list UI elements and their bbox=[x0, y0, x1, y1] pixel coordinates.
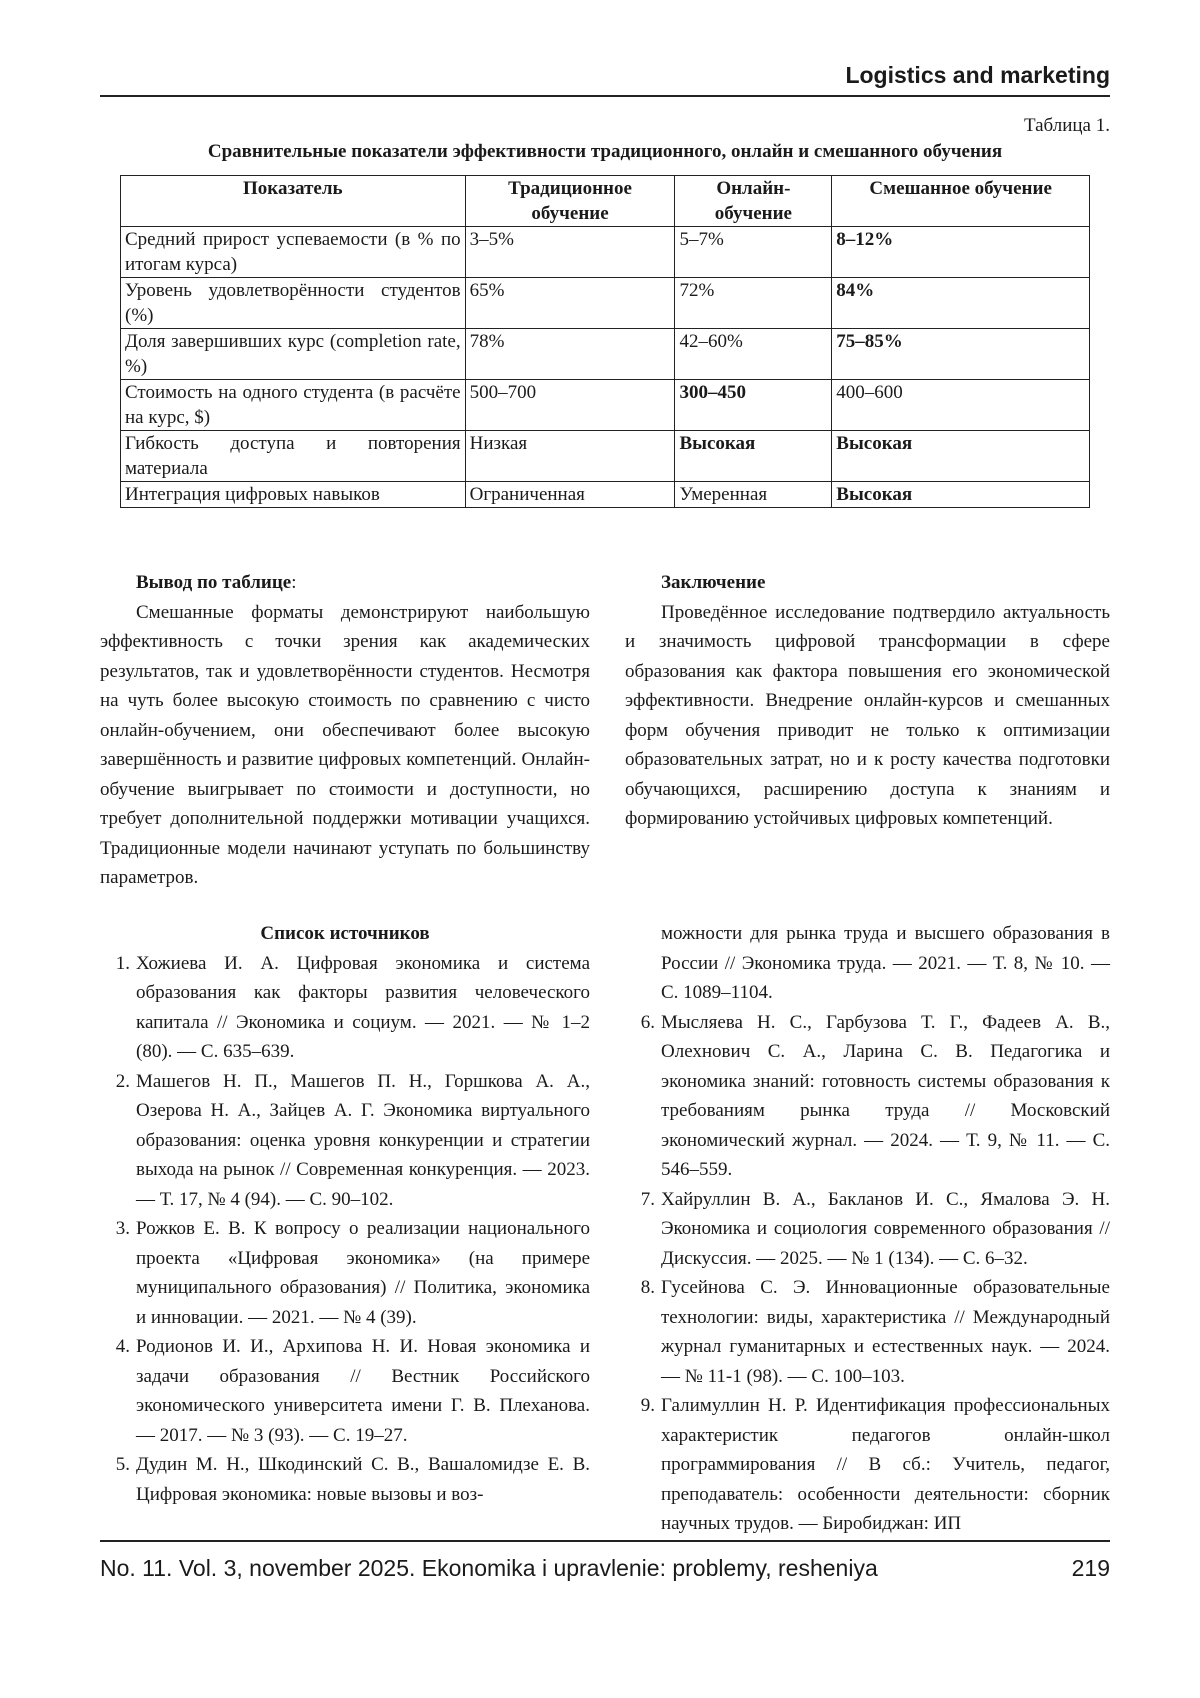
reference-text: Машегов Н. П., Машегов П. Н., Горшкова А. А., Озерова Н. А., Зайцев А. Г. Экономика виртуального образования: оценка уровня конкуренции и стратегии выхода на рынок // Современная конкуренция. — 2023. — Т. 17, № 4 (94). — С. 90–102. bbox=[136, 1070, 590, 1210]
reference-text: Гусейнова С. Э. Инновационные образовательные технологии: виды, характеристика // Международный журнал гуманитарных и естественных наук. — 2024. — № 11-1 (98). — С. 100–103. bbox=[661, 1277, 1110, 1387]
reference-text: Хожиева И. А. Цифровая экономика и система образования как факторы развития человеческого капитала // Экономика и социум. — 2021. — № 1–2 (80). — С. 635–639. bbox=[136, 952, 590, 1062]
reference-number: 6. bbox=[640, 1011, 655, 1033]
running-footer bbox=[100, 1553, 1110, 1583]
table-conclusion-heading: Вывод по таблице bbox=[136, 572, 292, 593]
reference-item bbox=[100, 1214, 590, 1332]
reference-text: Дудин М. Н., Шкодинский С. В., Вашаломидзе Е. В. Цифровая экономика: новые вызовы и воз- bbox=[136, 1454, 590, 1505]
table-row bbox=[121, 227, 1090, 278]
references-title: Список источников bbox=[260, 923, 430, 944]
header-cell: Онлайн-обучение bbox=[675, 176, 832, 227]
reference-item bbox=[625, 1273, 1110, 1391]
reference-item bbox=[625, 1185, 1110, 1274]
reference-text: Рожков Е. В. К вопросу о реализации национального проекта «Цифровая экономика» (на примере муниципального образования) // Политика, экономика и инновации. — 2021. — № 4 (39). bbox=[136, 1218, 590, 1328]
reference-item bbox=[625, 1008, 1110, 1185]
reference-number: 8. bbox=[640, 1277, 655, 1298]
reference-text: Родионов И. И., Архипова Н. И. Новая экономика и задачи образования // Вестник Российского экономического университета имени Г. В. Плеханова. — 2017. — № 3 (93). — С. 19–27. bbox=[136, 1336, 590, 1446]
table-row bbox=[121, 482, 1090, 508]
reference-item bbox=[100, 1332, 590, 1450]
reference-continuation bbox=[625, 919, 1110, 1008]
header-cell: Смешанное обучение bbox=[832, 176, 1090, 227]
table-cell: 42–60% bbox=[675, 329, 832, 380]
references-left bbox=[100, 919, 590, 1509]
running-header: Logistics and marketing bbox=[845, 62, 1110, 88]
table-cell: 500–700 bbox=[465, 380, 675, 431]
table-cell: 3–5% bbox=[465, 227, 675, 278]
table-cell: Доля завершивших курс (completion rate, %) bbox=[121, 329, 466, 380]
table-row bbox=[121, 431, 1090, 482]
table-cell: 75–85% bbox=[832, 329, 1090, 380]
table-cell: Интеграция цифровых навыков bbox=[121, 482, 466, 508]
footer-journal: No. 11. Vol. 3, november 2025. Ekonomika i upravlenie: problemy, resheniya bbox=[100, 1555, 878, 1581]
reference-number: 2. bbox=[115, 1070, 130, 1092]
table-conclusion-colon: : bbox=[291, 572, 297, 593]
table-cell: 300–450 bbox=[675, 380, 832, 431]
table-cell: Гибкость доступа и повторения материала bbox=[121, 431, 466, 482]
conclusion-text: Проведённое исследование подтвердило актуальность и значимость цифровой трансформации в сфере образования как фактора повышения его экономической эффективности. Внедрение онлайн-курсов и смешанных форм обучения приводит не только к оптимизации образовательных затрат, но и к росту качества подготовки обучающихся, расширению доступа к знаниям и формированию устойчивых цифровых компетенций. bbox=[625, 601, 1110, 829]
reference-number: 7. bbox=[640, 1188, 655, 1210]
table-cell: Ограниченная bbox=[465, 482, 675, 508]
reference-number: 1. bbox=[115, 952, 130, 974]
table-cell: 84% bbox=[832, 278, 1090, 329]
table-cell: Высокая bbox=[832, 431, 1090, 482]
header-cell: Показатель bbox=[121, 176, 466, 227]
reference-item bbox=[100, 1450, 590, 1509]
reference-number: 9. bbox=[640, 1395, 655, 1416]
references-right bbox=[625, 919, 1110, 1539]
table-cell: Стоимость на одного студента (в расчёте на курс, $) bbox=[121, 380, 466, 431]
table-cell: 72% bbox=[675, 278, 832, 329]
reference-number: 3. bbox=[115, 1218, 130, 1239]
reference-text: можности для рынка труда и высшего образования в России // Экономика труда. — 2021. — Т. 8, № 10. — С. 1089–1104. bbox=[661, 923, 1110, 1003]
conclusion-heading: Заключение bbox=[661, 572, 766, 593]
comparison-table bbox=[120, 175, 1090, 508]
reference-text: Хайруллин В. А., Бакланов И. С., Ямалова Э. Н. Экономика и социология современного образования // Дискуссия. — 2025. — № 1 (134). — С. 6–32. bbox=[661, 1188, 1110, 1269]
reference-number: 5. bbox=[115, 1454, 130, 1475]
table-row bbox=[121, 380, 1090, 431]
table-conclusion-section bbox=[100, 568, 590, 893]
table-cell: Уровень удовлетворённости студентов (%) bbox=[121, 278, 466, 329]
table-cell: 8–12% bbox=[832, 227, 1090, 278]
table-title: Сравнительные показатели эффективности традиционного, онлайн и смешанного обучения bbox=[207, 141, 1003, 162]
table-header-row bbox=[121, 176, 1090, 227]
header-rule bbox=[100, 95, 1110, 97]
table-row bbox=[121, 278, 1090, 329]
reference-text: Мысляева Н. С., Гарбузова Т. Г., Фадеев А. В., Олехнович С. А., Ларина С. В. Педагогика и экономика знаний: готовность системы образования к требованиям рынка труда // Московский экономический журнал. — 2024. — Т. 9, № 11. — С. 546–559. bbox=[661, 1011, 1110, 1180]
table-cell: Низкая bbox=[465, 431, 675, 482]
table-cell: 78% bbox=[465, 329, 675, 380]
reference-item bbox=[100, 1067, 590, 1215]
footer-rule bbox=[100, 1540, 1110, 1542]
table-row bbox=[121, 329, 1090, 380]
table-cell: Средний прирост успеваемости (в % по итогам курса) bbox=[121, 227, 466, 278]
header-cell: Традиционное обучение bbox=[465, 176, 675, 227]
reference-text: Галимуллин Н. Р. Идентификация профессиональных характеристик педагогов онлайн-школ программирования // В сб.: Учитель, педагог, преподаватель: особенности деятельности: сборник научных трудов. — Биробиджан: ИП bbox=[661, 1395, 1110, 1534]
conclusion-section bbox=[625, 568, 1110, 834]
reference-item bbox=[100, 949, 590, 1067]
table-cell: 5–7% bbox=[675, 227, 832, 278]
table-conclusion-text: Смешанные форматы демонстрируют наибольшую эффективность с точки зрения как академических результатов, так и удовлетворённости студентов. Несмотря на чуть более высокую стоимость по сравнению с чисто онлайн-обучением, они обеспечивают более высокую завершённость и развитие цифровых компетенций. Онлайн-обучение выигрывает по стоимости и доступности, но требует дополнительной поддержки мотивации учащихся. Традиционные модели начинают уступать по большинству параметров. bbox=[100, 601, 590, 888]
table-cell: Умеренная bbox=[675, 482, 832, 508]
reference-item bbox=[625, 1391, 1110, 1539]
page-number: 219 bbox=[1071, 1555, 1110, 1581]
table-cell: Высокая bbox=[832, 482, 1090, 508]
table-cell: 400–600 bbox=[832, 380, 1090, 431]
table-cell: Высокая bbox=[675, 431, 832, 482]
reference-number: 4. bbox=[115, 1336, 130, 1357]
table-cell: 65% bbox=[465, 278, 675, 329]
table-caption: Таблица 1. bbox=[1023, 115, 1110, 136]
